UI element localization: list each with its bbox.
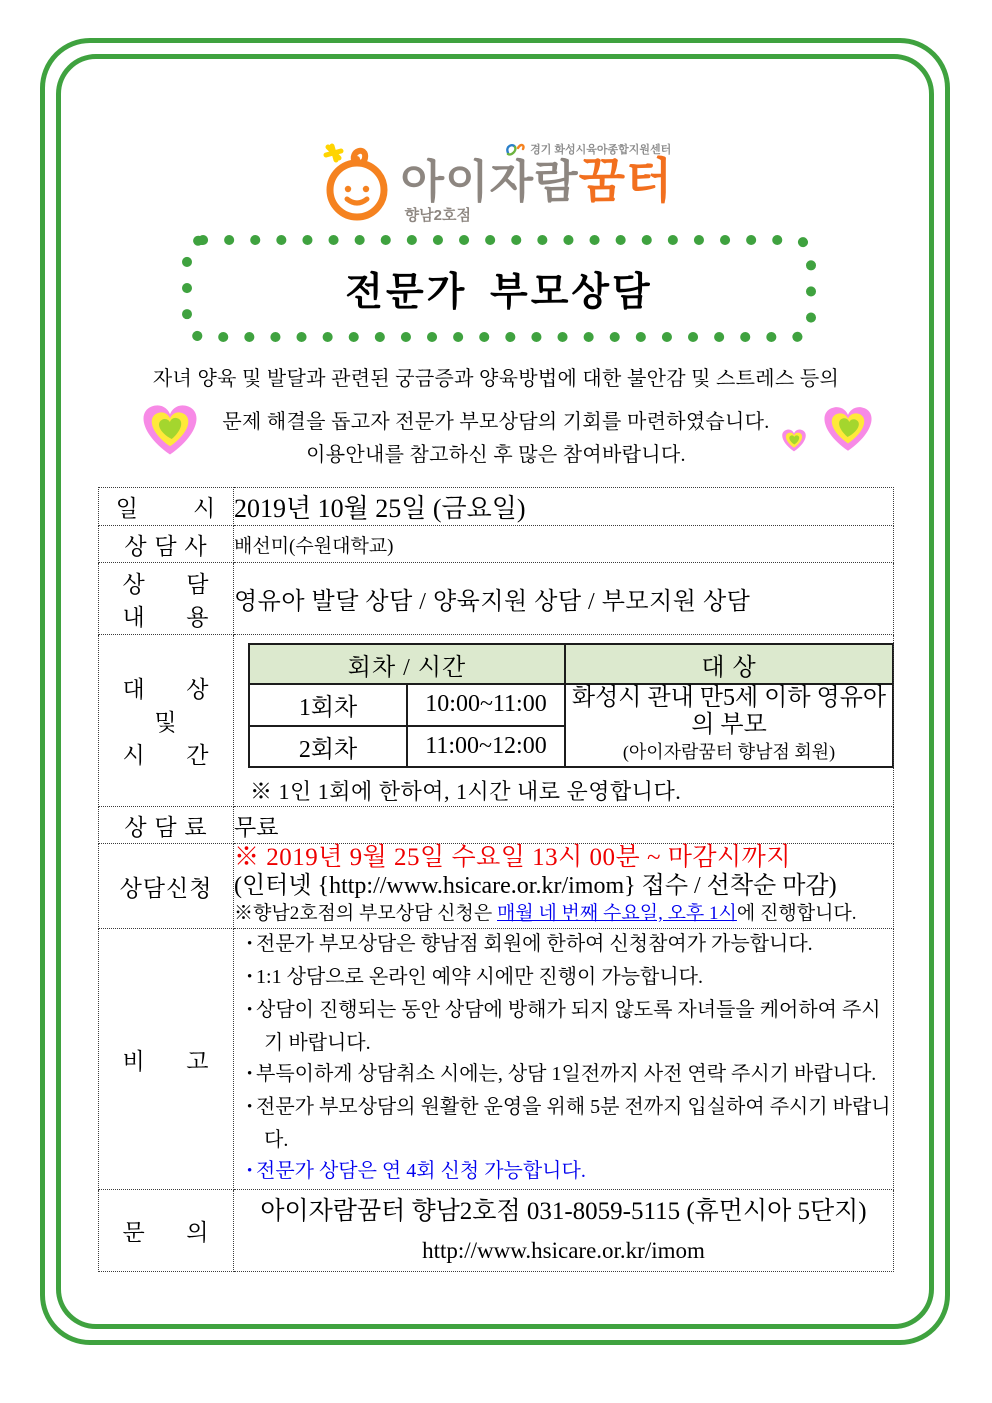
application-cell (234, 844, 894, 929)
row-label: 상 담 사 (99, 526, 234, 563)
counselor-value: 배선미(수원대학교) (234, 526, 894, 563)
fee-value: 무료 (234, 807, 894, 844)
notes-cell (234, 929, 894, 1190)
logo (0, 138, 992, 225)
schedule-table (248, 643, 894, 768)
session-no: 1회차 (249, 684, 407, 726)
application-note-highlight: 매월 네 번째 수요일, 오후 1시 (497, 903, 737, 924)
application-note: ※향남2호점의 부모상담 신청은 매월 네 번째 수요일, 오후 1시에 진행합니다. (234, 903, 857, 924)
note-item: • 부득이하게 상담취소 시에는, 상담 1일전까지 사전 연락 주시기 바랍니다. (234, 1059, 893, 1092)
datetime-value: 2019년 10월 25일 (금요일) (234, 488, 894, 526)
table-row-contact (99, 1190, 894, 1272)
application-method: (인터넷 {http://www.hsicare.or.kr/imom} 접수 / 선착순 마감) (234, 873, 837, 899)
table-row-datetime (99, 488, 894, 526)
row-label: 일 시 (99, 488, 234, 526)
schedule-note: ※ 1인 1회에 한하여, 1시간 내로 운영합니다. (250, 779, 682, 804)
heart-icon (820, 404, 876, 454)
logo-text (401, 138, 674, 225)
session-no: 2회차 (249, 726, 407, 768)
row-label: 상담신청 (99, 844, 234, 929)
title-box (179, 232, 819, 345)
child-face-logo-icon (319, 138, 391, 224)
table-row-content (99, 563, 894, 635)
table-row-target-time (99, 635, 894, 807)
row-label: 대 상 및 시 간 (99, 635, 234, 807)
intro-line-3: 이용안내를 참고하신 후 많은 참여바랍니다. (306, 444, 686, 466)
contact-phone: 아이자람꿈터 향남2호점 031-8059-5115 (휴먼시아 5단지) (260, 1197, 867, 1225)
note-item: • 상담이 진행되는 동안 상담에 방해가 되지 않도록 자녀들을 케어하여 주시기 바랍니다. (234, 995, 893, 1059)
schedule-header-target: 대 상 (701, 654, 757, 681)
heart-icon (138, 402, 202, 458)
intro-line-2: 문제 해결을 돕고자 전문가 부모상담의 기회를 마련하였습니다. (222, 411, 770, 433)
page-title: 전문가 부모상담 (345, 270, 653, 314)
content-value: 영유아 발달 상담 / 양육지원 상담 / 부모지원 상담 (234, 563, 894, 635)
session-time: 10:00~11:00 (407, 684, 565, 726)
table-row-counselor (99, 526, 894, 563)
heart-icon-small (780, 428, 808, 453)
brand-name (400, 155, 674, 208)
org-logo-icon (504, 142, 526, 157)
table-row-fee (99, 807, 894, 844)
contact-url: http://www.hsicare.or.kr/imom (422, 1237, 705, 1263)
note-item: • 전문가 부모상담은 향남점 회원에 한하여 신청참여가 가능합니다. (234, 929, 893, 962)
intro-line-1: 자녀 양육 및 발달과 관련된 궁금증과 양육방법에 대한 불안감 및 스트레스 등의 (152, 368, 840, 390)
branch-name: 향남2호점 (404, 207, 471, 224)
schedule-header-row (249, 644, 893, 684)
contact-cell (234, 1190, 894, 1272)
org-name: 경기 화성시육아종합지원센터 (530, 144, 672, 156)
info-table (98, 487, 894, 1272)
row-label: 상 담 료 (99, 807, 234, 844)
table-row-application (99, 844, 894, 929)
note-item: • 전문가 부모상담의 원활한 운영을 위해 5분 전까지 입실하여 주시기 바랍니다. (234, 1092, 893, 1156)
target-description: 화성시 관내 만5세 이하 영유아의 부모 (아이자람꿈터 향남점 회원) (565, 684, 893, 767)
schedule-row-1 (249, 684, 893, 726)
brand-main: 아이자람 (400, 156, 579, 207)
brand-accent: 꿈터 (578, 155, 674, 208)
session-time: 11:00~12:00 (407, 726, 565, 768)
table-row-notes (99, 929, 894, 1190)
note-item: • 1:1 상담으로 온라인 예약 시에만 진행이 가능합니다. (234, 962, 893, 995)
row-label: 문 의 (99, 1190, 234, 1272)
application-period: ※ 2019년 9월 25일 수요일 13시 00분 ~ 마감시까지 (234, 844, 791, 871)
target-time-cell (234, 635, 894, 807)
row-label: 비 고 (99, 929, 234, 1190)
schedule-header-session-time: 회차 / 시간 (249, 644, 565, 684)
row-label: 상 담 내 용 (99, 563, 234, 635)
note-item-highlight: • 전문가 상담은 연 4회 신청 가능합니다. (234, 1156, 893, 1189)
